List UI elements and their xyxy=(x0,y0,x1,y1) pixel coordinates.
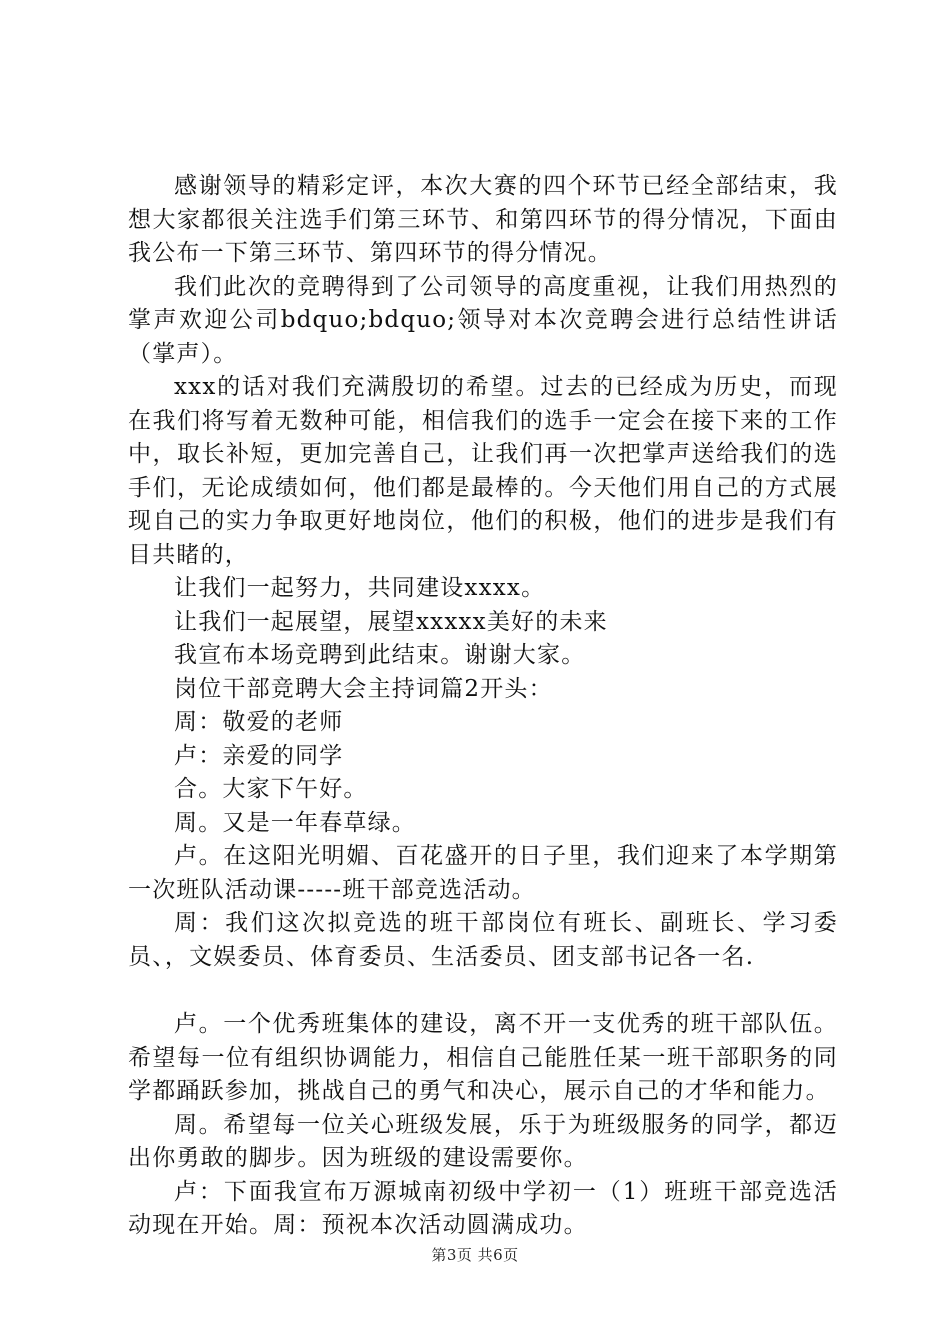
paragraph: 让我们一起努力，共同建设xxxx。 xyxy=(174,575,546,601)
paragraph: 合。大家下午好。 xyxy=(174,776,368,802)
document-body xyxy=(128,170,838,1243)
paragraph: 我宣布本场竞聘到此结束。谢谢大家。 xyxy=(174,642,586,668)
paragraph: 周。又是一年春草绿。 xyxy=(174,809,416,836)
paragraph: 我们此次的竞聘得到了公司领导的高度重视，让我们用热烈的掌声欢迎公司bdquo;bdquo;领导对本次竞聘会进行总结性讲话（掌声）。 xyxy=(128,273,838,367)
paragraph: 周。希望每一位关心班级发展，乐于为班级服务的同学，都迈出你勇敢的脚步。因为班级的建设需要你。 xyxy=(128,1111,838,1171)
paragraph: 卢。在这阳光明媚、百花盛开的日子里，我们迎来了本学期第一次班队活动课-----班干部竞选活动。 xyxy=(128,843,838,903)
paragraph: 卢。一个优秀班集体的建设，离不开一支优秀的班干部队伍。希望每一位有组织协调能力，相信自己能胜任某一班干部职务的同学都踊跃参加，挑战自己的勇气和决心，展示自己的才华和能力。 xyxy=(128,1011,838,1104)
paragraph: 让我们一起展望，展望xxxxx美好的未来 xyxy=(174,608,608,635)
paragraph: 感谢领导的精彩定评，本次大赛的四个环节已经全部结束，我想大家都很关注选手们第三环节、和第四环节的得分情况，下面由我公布一下第三环节、第四环节的得分情况。 xyxy=(128,173,838,266)
paragraph: 卢：亲爱的同学 xyxy=(174,742,344,769)
page-number-footer: 第3页 共6页 xyxy=(431,1246,519,1264)
paragraph: 卢：下面我宣布万源城南初级中学初一（1）班班干部竞选活动现在开始。周：预祝本次活动圆满成功。 xyxy=(128,1178,838,1238)
paragraph: xxx的话对我们充满殷切的希望。过去的已经成为历史，而现在我们将写着无数种可能，相信我们的选手一定会在接下来的工作中，取长补短，更加完善自己，让我们再一次把掌声送给我们的选手们，无论成绩如何，他们都是最棒的。今天他们用自己的方式展现自己的实力争取更好地岗位，他们的积极，他们的进步是我们有目共睹的， xyxy=(128,374,838,568)
section-heading: 岗位干部竞聘大会主持词篇2开头： xyxy=(174,675,553,702)
paragraph: 周：敬爱的老师 xyxy=(174,709,344,735)
paragraph: 周：我们这次拟竞选的班干部岗位有班长、副班长、学习委员、，文娱委员、体育委员、生活委员、团支部书记各一名. xyxy=(128,910,838,970)
